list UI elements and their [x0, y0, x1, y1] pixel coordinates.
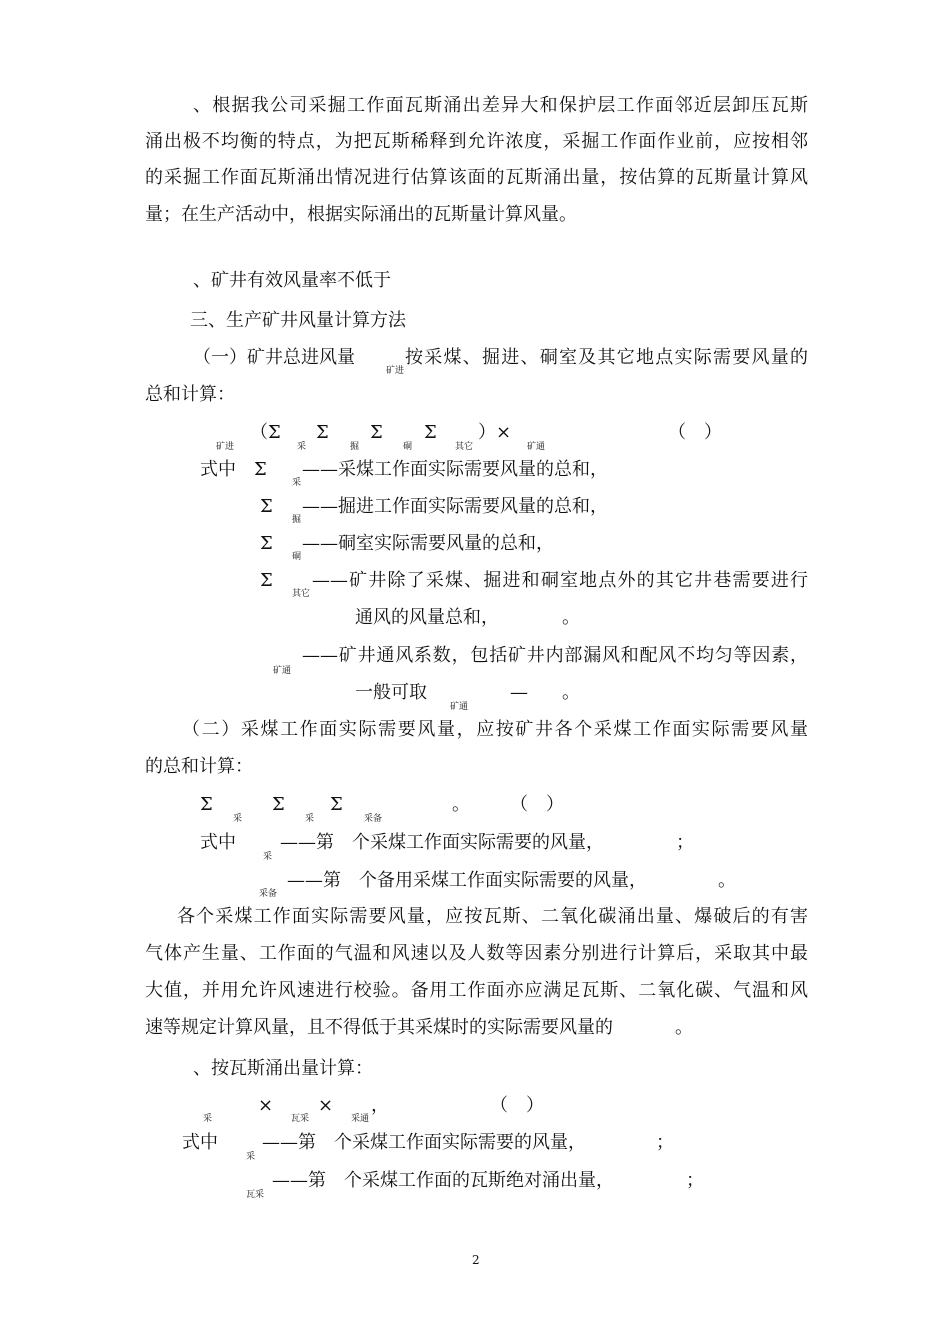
subscript-label: 硐 — [403, 442, 413, 452]
text-line: 。 — [452, 794, 470, 815]
text-line: Σ — [260, 533, 273, 554]
text-line: 速等规定计算风量，且不得低于其采煤时的实际需要风量的 — [145, 1017, 613, 1038]
text-line: 各个采煤工作面实际需要风量，应按瓦斯、二氧化碳涌出量、爆破后的有害 — [177, 906, 808, 927]
text-line: ， — [371, 1095, 389, 1116]
subscript-label: 矿通 — [450, 702, 469, 712]
subscript-label: 瓦采 — [291, 1114, 310, 1124]
text-line: 、按瓦斯涌出量计算： — [193, 1058, 373, 1079]
text-line: （ ） — [510, 794, 564, 815]
text-line: ； — [676, 832, 694, 853]
text-line: 一般可取 — [355, 682, 427, 703]
text-line: ——第 个备用采煤工作面实际需要的风量， — [287, 870, 647, 891]
text-line: ； — [686, 1170, 704, 1191]
text-line: × — [318, 1095, 334, 1116]
text-line: 的采掘工作面瓦斯涌出情况进行估算该面的瓦斯涌出量，按估算的瓦斯量计算风 — [145, 167, 808, 188]
text-line: ； — [656, 1132, 674, 1153]
text-line: 量；在生产活动中，根据实际涌出的瓦斯量计算风量。 — [145, 204, 577, 225]
text-line: 式中 — [200, 832, 236, 853]
text-line: （ ） — [490, 1095, 544, 1116]
text-line: — — [510, 682, 528, 703]
subscript-label: 采 — [203, 1114, 213, 1124]
subscript-label: 采 — [292, 478, 302, 488]
subscript-label: 采 — [297, 442, 307, 452]
text-line: 气体产生量、工作面的气温和风速以及人数等因素分别进行计算后，采取其中最 — [145, 943, 808, 964]
subscript-label: 采 — [233, 814, 243, 824]
text-line: Σ — [316, 422, 329, 443]
subscript-label: 采备 — [364, 814, 383, 824]
text-line: 涌出极不均衡的特点，为把瓦斯稀释到允许浓度，采掘工作面作业前，应按相邻 — [145, 131, 808, 152]
text-line: Σ — [260, 570, 273, 591]
text-line: Σ — [424, 422, 437, 443]
text-line: ——采煤工作面实际需要风量的总和， — [302, 459, 608, 480]
text-line: × — [258, 1095, 274, 1116]
text-line: ——第 个采煤工作面实际需要的风量， — [280, 832, 604, 853]
text-line: 大值，并用允许风速进行校验。备用工作面亦应满足瓦斯、二氧化碳、气温和风 — [145, 980, 808, 1001]
subscript-label: 采备 — [259, 889, 278, 899]
text-line: 、根据我公司采掘工作面瓦斯涌出差异大和保护层工作面邻近层卸压瓦斯 — [193, 95, 808, 116]
text-line: ）× — [478, 422, 512, 443]
text-line: Σ — [260, 496, 273, 517]
text-line: ——硐室实际需要风量的总和， — [302, 533, 554, 554]
subscript-label: 硐 — [292, 552, 302, 562]
text-line: 。 — [562, 607, 580, 628]
subscript-label: 采 — [246, 1152, 256, 1162]
page-number: 2 — [472, 1253, 480, 1267]
text-line: ——矿井除了采煤、掘进和硐室地点外的其它井巷需要进行 — [312, 570, 808, 591]
text-line: ——第 个采煤工作面的瓦斯绝对涌出量， — [272, 1170, 614, 1191]
text-line: （Σ — [250, 422, 281, 443]
text-line: 式中 Σ — [200, 459, 267, 480]
subscript-label: 采 — [263, 852, 273, 862]
subscript-label: 矿进 — [386, 366, 405, 376]
text-line: ——第 个采煤工作面实际需要的风量， — [262, 1132, 586, 1153]
subscript-label: 采 — [305, 814, 315, 824]
text-line: 的总和计算： — [145, 756, 253, 777]
subscript-label: 其它 — [455, 442, 474, 452]
text-line: Σ — [200, 794, 213, 815]
subscript-label: 其它 — [292, 589, 311, 599]
text-line: 。 — [675, 1017, 693, 1038]
text-line: Σ — [370, 422, 383, 443]
text-line: Σ — [330, 794, 343, 815]
text-line: 式中 — [182, 1132, 218, 1153]
subscript-label: 矿进 — [216, 442, 235, 452]
text-line: 三、生产矿井风量计算方法 — [190, 310, 406, 331]
text-line: 。 — [718, 870, 736, 891]
text-line: （ ） — [668, 422, 722, 443]
text-line: 通风的风量总和， — [355, 607, 499, 628]
subscript-label: 掘 — [292, 515, 302, 525]
subscript-label: 掘 — [350, 442, 360, 452]
subscript-label: 矿通 — [527, 442, 546, 452]
text-line: ——掘进工作面实际需要风量的总和， — [302, 496, 608, 517]
subscript-label: 瓦采 — [246, 1190, 265, 1200]
subscript-label: 矿通 — [273, 666, 292, 676]
text-line: （一）矿井总进风量 — [193, 347, 355, 368]
text-line: 按采煤、掘进、硐室及其它地点实际需要风量的 — [405, 347, 808, 368]
text-line: 、矿井有效风量率不低于 — [193, 270, 391, 291]
text-line: （二）采煤工作面实际需要风量，应按矿井各个采煤工作面实际需要风量 — [182, 719, 808, 740]
text-line: 。 — [562, 682, 580, 703]
text-line: ——矿井通风系数，包括矿井内部漏风和配风不均匀等因素， — [302, 645, 808, 666]
text-line: 总和计算： — [145, 384, 235, 405]
text-line: Σ — [272, 794, 285, 815]
subscript-label: 采通 — [351, 1114, 370, 1124]
